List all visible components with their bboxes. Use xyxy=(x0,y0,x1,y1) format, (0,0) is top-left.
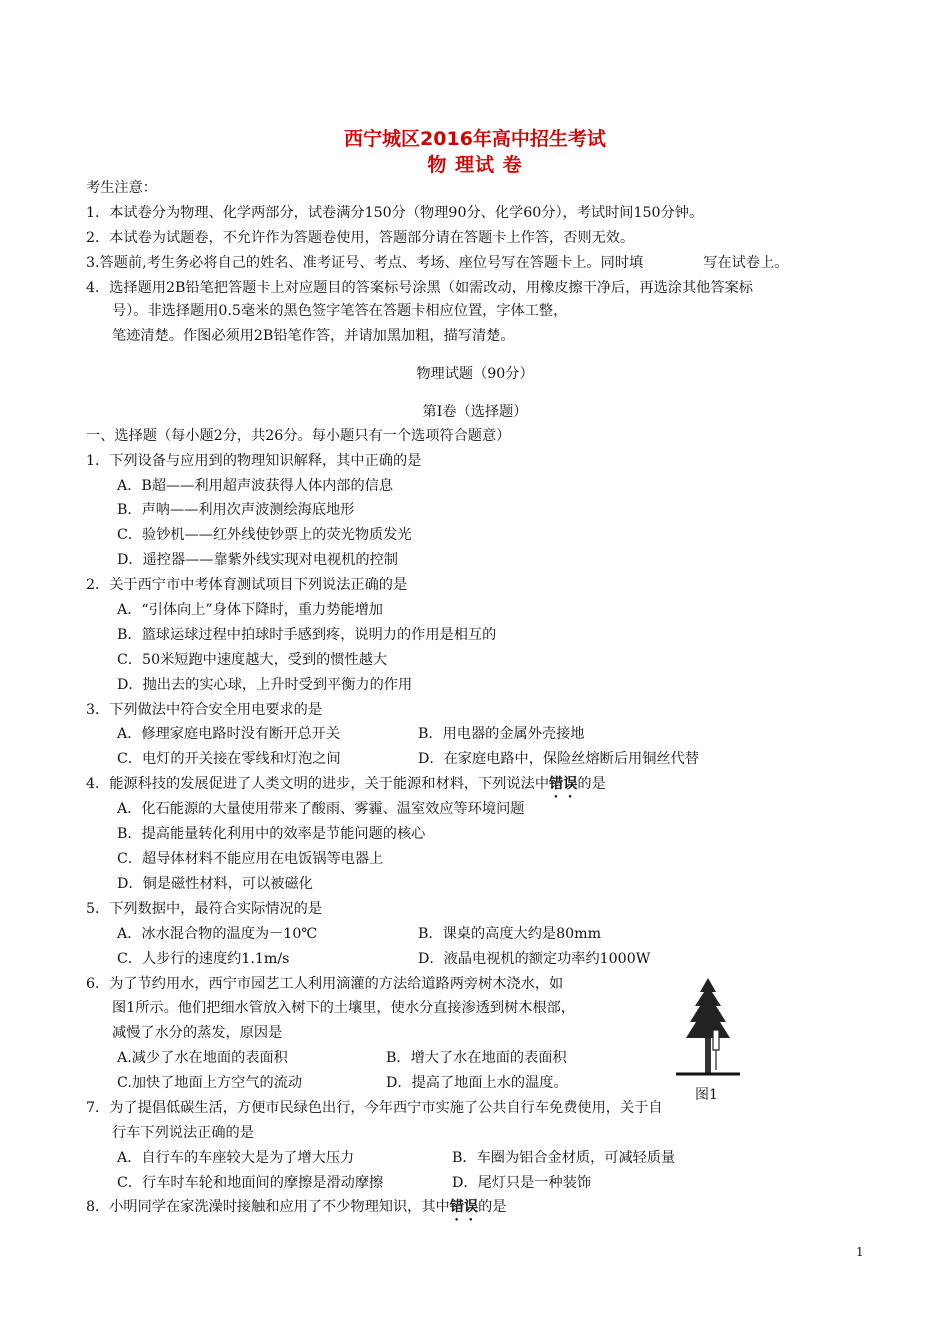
q6-stem-line3: 减慢了水分的蒸发，原因是 xyxy=(112,1025,283,1041)
q7-option-c: C．行车时车轮和地面间的摩擦是滑动摩擦 xyxy=(117,1175,384,1191)
notice-item-3a: 3.答题前,考生务必将自己的姓名、准考证号、考点、考场、座位号写在答题卡上。同时填 xyxy=(86,255,644,271)
q6-stem-line1: 6．为了节约用水，西宁市园艺工人利用滴灌的方法给道路两旁树木浇水，如 xyxy=(86,976,564,992)
exam-subtitle: 物 理试 卷 xyxy=(427,154,523,176)
figure-1-label: 图1 xyxy=(695,1087,718,1103)
q2-option-d: D．抛出去的实心球，上升时受到平衡力的作用 xyxy=(117,677,413,693)
q6-stem-line2: 图1所示。他们把细水管放入树下的土壤里，使水分直接渗透到树木根部， xyxy=(112,1000,576,1016)
q1-option-b: B．声呐——利用次声波测绘海底地形 xyxy=(117,502,355,518)
q2-stem: 2．关于西宁市中考体育测试项目下列说法正确的是 xyxy=(86,577,408,593)
notice-item-3 xyxy=(86,253,788,273)
q2-option-a: A．“引体向上”身体下降时，重力势能增加 xyxy=(117,602,383,618)
q4-stem-suffix: 的是 xyxy=(577,776,606,792)
part-title: 第Ⅰ卷（选择题） xyxy=(422,404,528,420)
q2-option-c: C．50米短跑中速度越大，受到的惯性越大 xyxy=(117,652,388,668)
notice-item-4: 4．选择题用2B铅笔把答题卡上对应题目的答案标号涂黑（如需改动，用橡皮擦干净后，再选涂其他答案标 xyxy=(86,280,753,296)
q4-option-a: A．化石能源的大量使用带来了酸雨、雾霾、温室效应等环境问题 xyxy=(117,801,525,817)
q5-stem: 5．下列数据中，最符合实际情况的是 xyxy=(86,901,323,917)
q2-option-b: B．篮球运球过程中拍球时手感到疼，说明力的作用是相互的 xyxy=(117,627,497,643)
q6-option-c: C.加快了地面上方空气的流动 xyxy=(117,1075,303,1091)
q7-option-b: B．车圈为铝合金材质，可减轻质量 xyxy=(452,1150,676,1166)
q1-option-c: C．验钞机——红外线使钞票上的荧光物质发光 xyxy=(117,527,412,543)
q4-option-d: D．铜是磁性材料，可以被磁化 xyxy=(117,876,313,892)
q7-option-d: D．尾灯只是一种装饰 xyxy=(452,1175,592,1191)
q1-option-d: D．遥控器——靠紫外线实现对电视机的控制 xyxy=(117,552,398,568)
section-instruction: 一、选择题（每小题2分，共26分。每小题只有一个选项符合题意） xyxy=(86,428,511,444)
exam-title: 西宁城区2016年高中招生考试 xyxy=(344,128,606,150)
q5-option-b: B．课桌的高度大约是80mm xyxy=(418,926,602,942)
physics-section-title: 物理试题（90分） xyxy=(416,366,534,382)
notice-item-4-cont: 号）。非选择题用0.5毫米的黑色签字笔答在答题卡相应位置，字体工整， xyxy=(112,303,568,319)
q3-option-c: C．电灯的开关接在零线和灯泡之间 xyxy=(117,751,341,767)
q6-option-b: B．增大了水在地面的表面积 xyxy=(386,1050,567,1066)
tree-drip-irrigation-icon xyxy=(676,974,740,1084)
q8-stem-suffix: 的是 xyxy=(478,1199,507,1215)
q7-option-a: A．自行车的车座较大是为了增大压力 xyxy=(117,1150,355,1166)
notice-item-1: 1．本试卷分为物理、化学两部分，试卷满分150分（物理90分、化学60分），考试时间150分钟。 xyxy=(86,205,704,221)
q7-stem-line2: 行车下列说法正确的是 xyxy=(112,1125,254,1141)
q8-stem-prefix: 8．小明同学在家洗澡时接触和应用了不少物理知识，其中 xyxy=(86,1199,450,1215)
q7-stem-line1: 7．为了提倡低碳生活，方便市民绿色出行，今年西宁市实施了公共自行车免费使用，关于自 xyxy=(86,1100,663,1116)
page-number: 1 xyxy=(856,1245,864,1259)
q3-stem: 3．下列做法中符合安全用电要求的是 xyxy=(86,702,323,718)
q3-option-b: B．用电器的金属外壳接地 xyxy=(418,726,585,742)
q4-option-c: C．超导体材料不能应用在电饭锅等电器上 xyxy=(117,851,384,867)
q1-stem: 1．下列设备与应用到的物理知识解释，其中正确的是 xyxy=(86,453,422,469)
notice-item-3b: 写在试卷上。 xyxy=(703,255,789,271)
q4-stem-prefix: 4．能源科技的发展促进了人类文明的进步，关于能源和材料，下列说法中 xyxy=(86,776,550,792)
q5-option-d: D．液晶电视机的额定功率约1000W xyxy=(418,951,651,967)
q4-stem xyxy=(86,774,606,801)
q8-stem xyxy=(86,1197,507,1224)
notice-item-4-cont2: 笔迹清楚。作图必须用2B铅笔作答，并请加黑加粗，描写清楚。 xyxy=(112,328,515,344)
notice-item-2: 2．本试卷为试题卷，不允许作为答题卷使用，答题部分请在答题卡上作答，否则无效。 xyxy=(86,230,635,246)
q6-option-a: A.减少了水在地面的表面积 xyxy=(117,1050,288,1066)
notice-heading: 考生注意： xyxy=(86,180,157,196)
q5-option-c: C．人步行的速度约1.1m/s xyxy=(117,951,290,967)
q6-option-d: D．提高了地面上水的温度。 xyxy=(386,1075,568,1091)
q8-stem-emphasis: 错误 xyxy=(449,1199,479,1215)
q3-option-a: A．修理家庭电路时没有断开总开关 xyxy=(117,726,341,742)
q4-stem-emphasis: 错误 xyxy=(549,776,578,792)
q4-option-b: B．提高能量转化利用中的效率是节能问题的核心 xyxy=(117,826,426,842)
q1-option-a: A．B超——利用超声波获得人体内部的信息 xyxy=(117,478,394,494)
q5-option-a: A．冰水混合物的温度为－10℃ xyxy=(117,926,318,942)
q3-option-d: D．在家庭电路中，保险丝熔断后用铜丝代替 xyxy=(418,751,699,767)
